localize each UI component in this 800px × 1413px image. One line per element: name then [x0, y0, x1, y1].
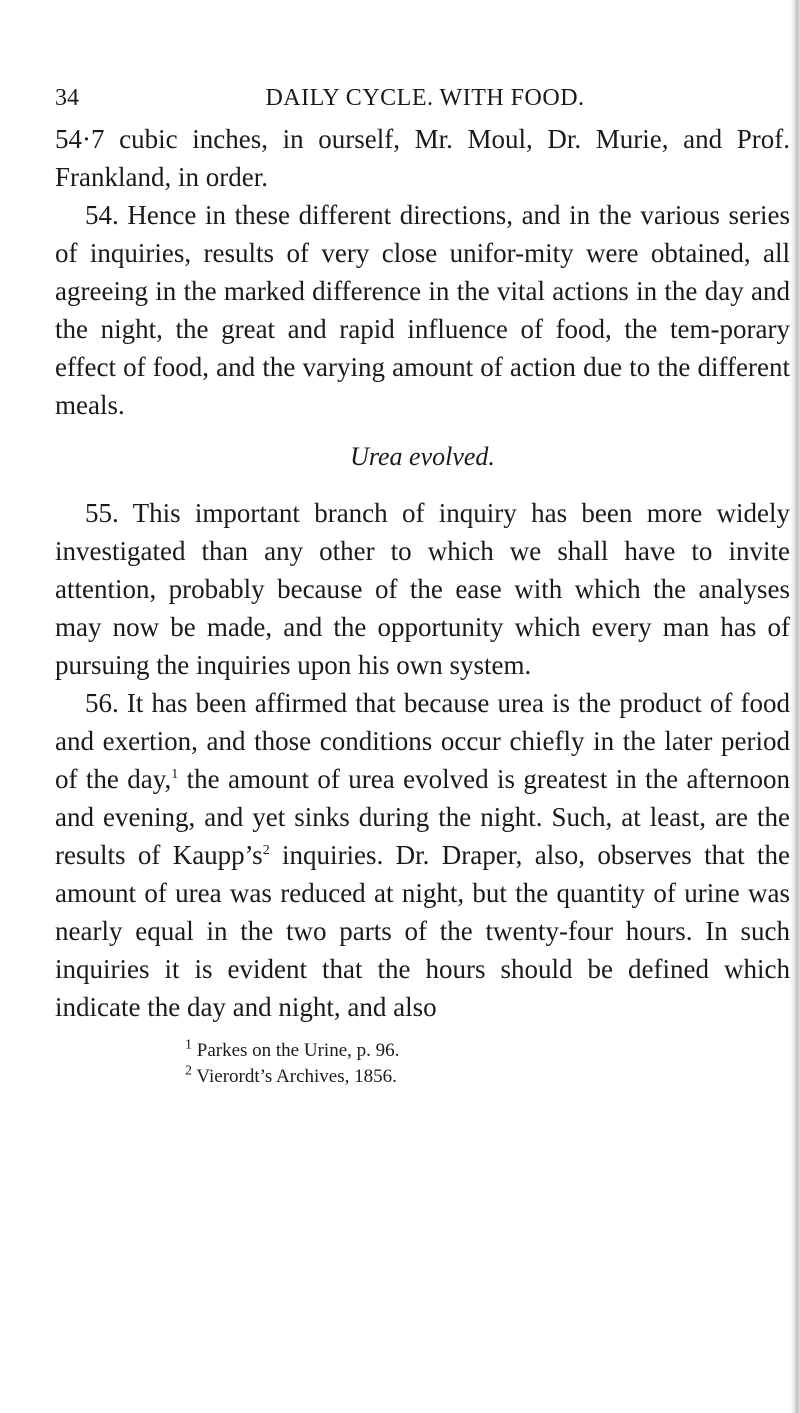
- paragraph-54: 54. Hence in these different directions, and in the various series of inquiries, results of very close unifor-mity were obtained, all agreeing in the marked difference in the vital actions in the day and the night, the great and rapid influence of food, the tem-porary effect of food, and the varying amount of action due to the different meals.: [55, 200, 790, 420]
- footnote-1-text: Parkes on the Urine, p. 96.: [196, 1040, 400, 1061]
- footnote-1-mark: 1: [185, 1037, 192, 1053]
- paragraph-56-part2: the amount of urea evolved is greatest in the afternoon and evening, and yet sinks during the night. Such, at least, are the results of Kaupp’s: [55, 764, 790, 870]
- footnotes: [55, 1038, 790, 1090]
- footnote-ref-2: 2: [262, 843, 270, 858]
- footnote-ref-1: 1: [171, 767, 179, 782]
- section-heading: Urea evolved.: [350, 442, 495, 471]
- footnote-2: [185, 1064, 790, 1090]
- paragraph-continuation: 54·7 cubic inches, in ourself, Mr. Moul, Dr. Murie, and Prof. Frankland, in order.: [55, 124, 790, 192]
- footnote-2-text: Vierordt’s Archives, 1856.: [196, 1066, 397, 1087]
- footnote-1: [185, 1038, 790, 1064]
- body-text: [55, 120, 790, 1090]
- paragraph-55: 55. This important branch of inquiry has been more widely investigated than any other to which we shall have to invite attention, probably because of the ease with which the analyses may now be made, and the opportunity which every man has of pursuing the inquiries upon his own system.: [55, 498, 790, 680]
- paragraph-56-part3: inquiries. Dr. Draper, also, observes that the amount of urea was reduced at night, but the quantity of urine was nearly equal in the two parts of the twenty-four hours. In such inquiries it is evident that the hours should be defined which indicate the day and night, and also: [55, 840, 790, 1022]
- paragraph-56: [55, 684, 790, 1026]
- page-number: 34: [55, 85, 79, 111]
- page-header: [55, 80, 795, 116]
- footnote-2-mark: 2: [185, 1063, 192, 1079]
- paragraph-56-part1: 56. It has been affirmed that because urea is the product of food and exertion, and those conditions occur chiefly in the later period of the day,: [55, 688, 790, 794]
- running-head: DAILY CYCLE. WITH FOOD.: [265, 85, 585, 111]
- page-edge-shadow: [790, 0, 800, 1413]
